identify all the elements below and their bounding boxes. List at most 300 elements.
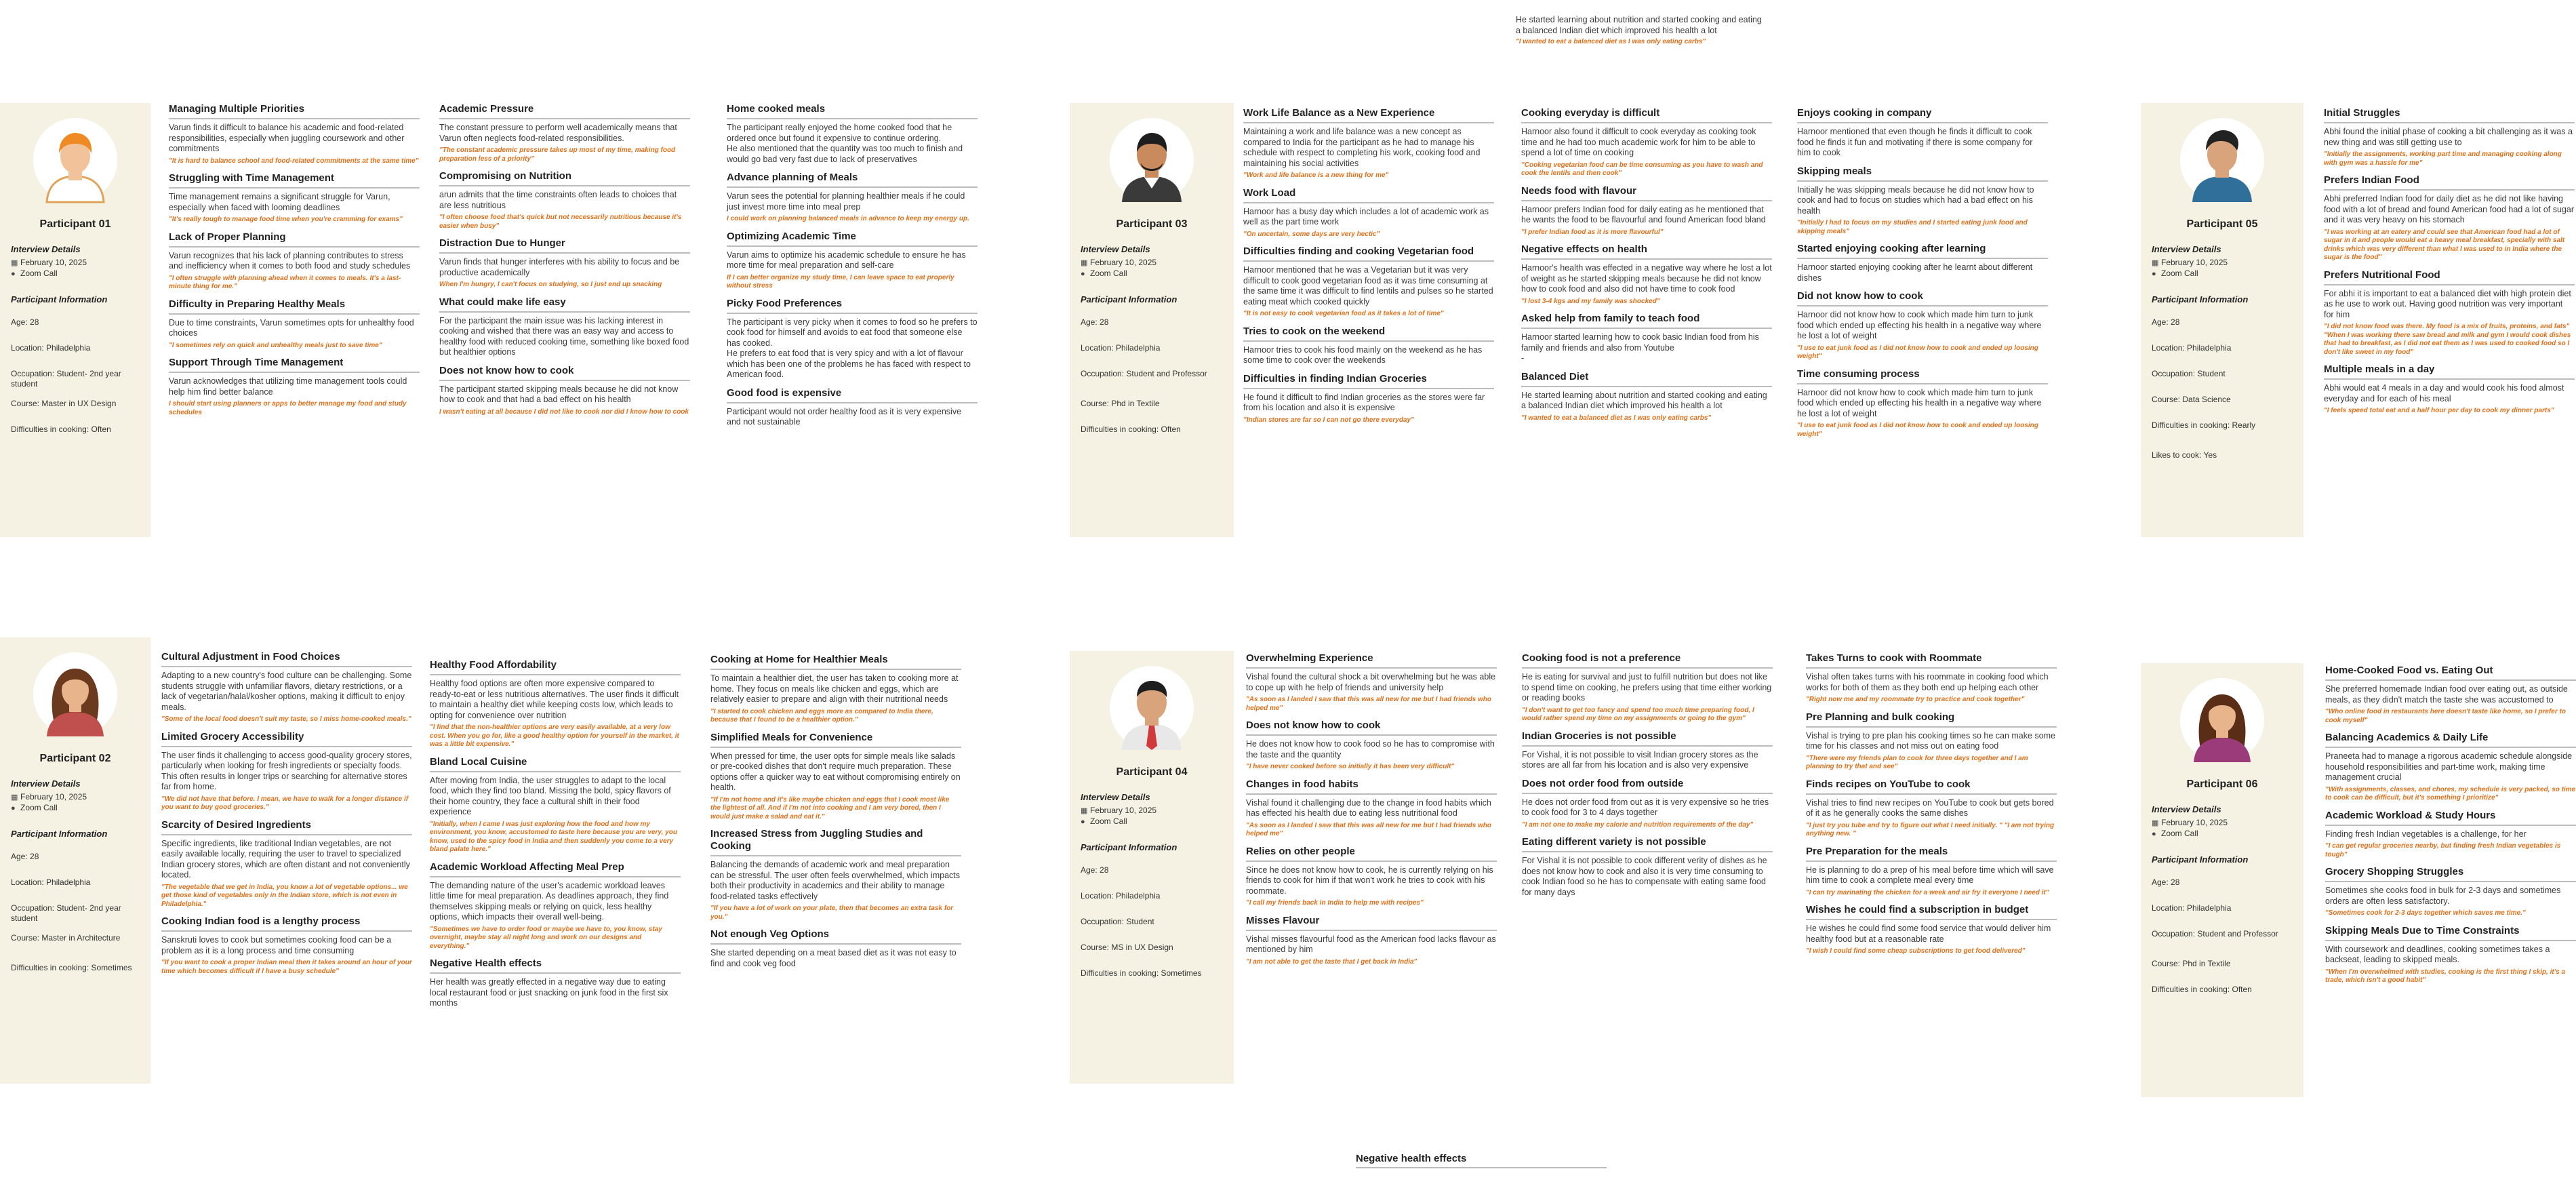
finding-card[interactable] [2324,107,2575,167]
finding-title: Limited Grocery Accessibility [161,731,412,747]
interview-date-value: February 10, 2025 [20,258,87,267]
finding-title: Advance planning of Meals [727,172,978,188]
finding-quote: "Sometimes we have to order food or maybe we have to, you know, stay overnight, maybe stay all night long and work on our designs and everything." [430,925,662,950]
finding-body: Vishal tries to find new recipes on YouTube to cook but gets bored of it as he generally cooks the same dishes [1806,797,2054,818]
finding-body: Varun recognizes that his lack of planning contributes to stress and inefficiency when it comes to both food and study schedules [169,250,411,271]
interview-mode-value: Zoom Call [2161,269,2198,278]
finding-card[interactable] [169,103,420,165]
finding-title: Grocery Shopping Struggles [2325,866,2576,882]
finding-quote: "I just try you tube and try to figure out what I need initially. " "I am not trying anything new. " [1806,821,2055,837]
finding-quote: "I find that the non-healthier options are very easily available, at a very low cost. When you go for, like a good healthy option for yourself in the market, it was a little bit expensive." [430,724,679,748]
finding-title: Takes Turns to cook with Roommate [1806,652,2057,669]
finding-card[interactable] [1522,778,1773,830]
finding-card[interactable] [1522,652,1773,724]
finding-card[interactable] [727,231,978,291]
finding-quote: "When I'm overwhelmed with studies, cooking is the first thing I skip, it's a trade, which isn't a good habit" [2325,968,2565,984]
finding-title: Relies on other people [1246,846,1497,862]
stray-note-bottom[interactable] [1356,1153,1607,1168]
finding-body: Abhi found the initial phase of cooking a bit challenging as it was a new thing and was still getting use to [2324,127,2573,147]
finding-body: Harnoor has a busy day which includes a lot of academic work as well as the part time work [1243,206,1489,226]
interview-date-value: February 10, 2025 [1090,258,1157,267]
finding-body: He is eating for survival and just to fulfill nutrition but does not like to spend time on cooking, he prefers using that time either working or reading books [1522,672,1772,703]
participant-info-item: Location: Philadelphia [1081,891,1161,901]
finding-card[interactable] [1521,371,1772,423]
finding-body: Finding fresh Indian vegetables is a challenge, for her [2325,829,2527,839]
finding-card[interactable] [161,819,412,909]
finding-card[interactable] [727,103,978,165]
avatar [1110,118,1194,202]
finding-title: Enjoys cooking in company [1797,107,2048,123]
finding-card[interactable] [1243,107,1494,180]
finding-card[interactable] [727,172,978,224]
finding-body: Vishal misses flavourful food as the American food lacks flavour as mentioned by him [1246,934,1496,954]
participant-info-item: Difficulties in cooking: Often [2152,985,2252,994]
participant-name: Participant 01 [39,218,111,230]
avatar [33,652,117,736]
finding-title: Eating different variety is not possible [1522,836,1773,852]
finding-card[interactable] [1806,904,2057,956]
calendar-icon: ▦ [2152,259,2159,267]
finding-body: The user finds it challenging to access good-quality grocery stores, particularly when looking for fresh ingredients or specialty foods. This often results in longer trips or searching for alternative stores far from home. [161,750,412,791]
location-pin-icon: ● [11,804,16,812]
findings-column [1522,652,1773,905]
finding-quote: "It's really tough to manage food time when you're cramming for exams" [169,216,403,223]
findings-column [161,651,412,983]
participant-info-item: Age: 28 [2152,877,2180,887]
finding-card[interactable] [2325,866,2576,918]
finding-quote: "I lost 3-4 kgs and my family was shocked" [1521,297,1660,305]
finding-title: Simplified Meals for Convenience [710,732,961,748]
finding-quote: "Sometimes cook for 2-3 days together which saves me time." [2325,909,2526,917]
finding-body: For Vishal it is not possible to cook different verity of dishes as he does not know how to cook and also it is very time consuming to cook Indian food so he has to compensate with eating same food for many days [1522,856,1767,897]
finding-title: Picky Food Preferences [727,298,978,314]
finding-title: Needs food with flavour [1521,185,1772,201]
finding-quote: "I call my friends back in India to help me with recipes" [1246,899,1424,907]
finding-body: Due to time constraints, Varun sometimes opts for unhealthy food choices [169,317,414,338]
participant-name: Participant 06 [2186,778,2258,790]
finding-card[interactable] [1246,652,1497,713]
interview-mode [11,803,58,814]
finding-title: Increased Stress from Juggling Studies and Cooking [710,828,961,856]
finding-title: Finds recipes on YouTube to cook [1806,778,2057,795]
participant-information-label: Participant Information [11,294,108,304]
finding-title: Cooking at Home for Healthier Meals [710,654,961,670]
finding-body: Healthy food options are often more expensive compared to ready-to-eat or less nutritious alternatives. The user finds it difficult to maintain a healthy diet while keeping costs low, which leads to opting for convenience over nutrition [430,679,679,720]
finding-title: Prefers Indian Food [2324,174,2575,191]
finding-quote: "I can try marinating the chicken for a week and air fry it everyone I need it" [1806,888,2049,896]
finding-card[interactable] [439,296,690,358]
finding-quote: "I wish I could find some cheap subscriptions to get food delivered" [1806,947,2026,955]
findings-column [2325,665,2576,992]
finding-body: The demanding nature of the user's academic workload leaves little time for meal preparation. As deadlines approach, they find themselves skipping meals or relying on quick, less healthy options, which impacts their overall well-being. [430,880,669,922]
findings-column [1521,107,1772,429]
finding-quote: If I can better organize my study time, I can leave space to eat properly without stress [727,273,954,290]
finding-title: Home cooked meals [727,103,978,119]
participant-information-label: Participant Information [1081,842,1178,852]
finding-title: Changes in food habits [1246,778,1497,795]
finding-body: For abhi it is important to eat a balanced diet with high protein diet as he use to work out. Having good nutrition was very important for him [2324,288,2571,319]
finding-quote: "Work and life balance is a new thing for me" [1243,172,1389,179]
finding-title: Support Through Time Management [169,357,420,373]
finding-quote: "On uncertain, some days are very hectic" [1243,230,1380,238]
finding-title: Bland Local Cuisine [430,756,681,772]
finding-quote: I should start using planners or apps to better manage my food and study schedules [169,400,407,416]
finding-card[interactable] [1797,368,2048,439]
finding-card[interactable] [1522,730,1773,771]
finding-title: Cooking food is not a preference [1522,652,1773,669]
finding-card[interactable] [2324,174,2575,262]
participant-info-item: Location: Philadelphia [2152,903,2232,913]
finding-quote: "There were my friends plan to cook for three days together and I am planning to try that and see" [1806,754,2028,770]
finding-quote: "The vegetable that we get in India, you know a lot of vegetable options... we get those kind of vegetables only in the Indian store, which is not even in Philadelphia." [161,883,408,908]
finding-title: Cooking Indian food is a lengthy process [161,915,412,932]
interview-mode [2152,829,2198,839]
finding-body: arun admits that the time constraints often leads to choices that are less nutritious [439,190,677,210]
finding-body: Varun finds it difficult to balance his academic and food-related responsibilities, especially when juggling coursework and other commitments [169,123,405,153]
stray-note-top[interactable] [1516,15,1767,45]
avatar [1110,666,1194,750]
finding-body: He wishes he could find some food service that would deliver him healthy food but at a reasonable rate [1806,924,2051,944]
finding-card[interactable] [1521,243,1772,306]
interview-date [2152,258,2228,269]
finding-quote: "I can get regular groceries nearby, but finding fresh Indian vegetables is tough" [2325,842,2561,858]
interview-date [11,792,87,803]
finding-quote: "I use to eat junk food as I did not know how to cook and ended up loosing weight" [1797,344,2038,360]
finding-card[interactable] [161,915,412,976]
finding-body: The participant is very picky when it comes to food so he prefers to cook food for himself and avoids to eat food that someone else has cooked. He prefers to eat food that is very spicy and with a lot of flavour which has been one of the problems he has faced with respect to American food. [727,317,978,379]
finding-body: When pressed for time, the user opts for simple meals like salads or pre-cooked dishes that don't require much preparation. These options offer a quicker way to eat without compromising entirely on health. [710,751,961,792]
calendar-icon: ▦ [1081,807,1088,815]
stray-quote: "I wanted to eat a balanced diet as I was only eating carbs" [1516,38,1706,45]
finding-quote: "I use to eat junk food as I did not know how to cook and ended up loosing weight" [1797,422,2038,438]
finding-title: Home-Cooked Food vs. Eating Out [2325,665,2576,681]
finding-body: The participant started skipping meals because he did not know how to cook and that had a bad effect on his health [439,384,679,404]
finding-title: Misses Flavour [1246,915,1497,931]
finding-body: Praneeta had to manage a rigorous academic schedule alongside household responsibilities and part-time work, making time management crucial [2325,751,2573,782]
finding-body: Vishal found it challenging due to the change in food habits which has effected his health due to eating less nutritional food [1246,797,1491,818]
location-pin-icon: ● [2152,270,2156,278]
finding-title: Did not know how to cook [1797,290,2048,307]
finding-title: Lack of Proper Planning [169,231,420,248]
finding-card[interactable] [1521,313,1772,364]
finding-quote: "If I'm not home and it's like maybe chicken and eggs that I cook most like the lightest of all. And if I'm not into cooking and I am very bored, then I would just make a salad and eat it." [710,795,950,821]
finding-card[interactable] [2325,810,2576,860]
finding-card[interactable] [1806,778,2057,839]
finding-quote: "I feels speed total eat and a half hour per day to cook my dinner parts" [2324,407,2554,414]
participant-info-item: Course: Master in UX Design [11,399,117,408]
finding-card[interactable] [1243,325,1494,366]
participant-info-item: Occupation: Student [1081,917,1154,926]
participant-info-item: Course: Data Science [2152,395,2231,404]
interview-details-label: Interview Details [11,244,81,254]
interview-details-label: Interview Details [1081,792,1150,802]
finding-body: Varun sees the potential for planning healthier meals if he could just invest more time into meal prep [727,191,965,212]
finding-quote: "We did not have that before. I mean, we have to walk for a longer distance if you want to buy good groceries." [161,795,409,811]
finding-quote: "Initially the assignments, working part time and managing cooking along with gym was a hassle for me" [2324,151,2562,167]
finding-card[interactable] [1243,187,1494,239]
participant-info-item: Difficulties in cooking: Often [1081,424,1181,434]
location-pin-icon: ● [1081,270,1085,278]
finding-card[interactable] [169,231,420,292]
finding-title: Negative Health effects [430,957,681,974]
finding-title: Managing Multiple Priorities [169,103,420,119]
finding-card[interactable] [169,172,420,224]
location-pin-icon: ● [1081,818,1085,826]
finding-card[interactable] [1243,373,1494,425]
participant-card[interactable] [2141,663,2303,1097]
finding-card[interactable] [439,170,690,231]
finding-body: He is planning to do a prep of his meal before time which will save him time to cook a complete meal every time [1806,865,2054,885]
finding-card[interactable] [1521,185,1772,237]
finding-title: Pre Preparation for the meals [1806,846,2057,862]
finding-card[interactable] [710,732,961,822]
finding-body: To maintain a healthier diet, the user has taken to cooking more at home. They focus on meals like chicken and eggs, which are relatively easier to prepare and align with their nutritional needs [710,673,959,704]
finding-card[interactable] [161,651,412,724]
finding-card[interactable] [1797,243,2048,283]
interview-mode [11,269,58,279]
finding-card[interactable] [2325,665,2576,725]
avatar [2180,118,2264,202]
interview-mode-value: Zoom Call [1090,269,1127,278]
finding-title: Skipping meals [1797,165,2048,182]
finding-body: Participant would not order healthy food as it is very expensive and not sustainable [727,406,962,427]
finding-card[interactable] [430,659,681,749]
finding-card[interactable] [439,365,690,417]
finding-body: Harnoor also found it difficult to cook everyday as cooking took time and he had too much academic work for him to be able to spend a lot of time on cooking [1521,127,1756,157]
finding-card[interactable] [2325,732,2576,803]
finding-quote: I could work on planning balanced meals in advance to keep my energy up. [727,215,969,222]
calendar-icon: ▦ [2152,819,2159,827]
finding-body: She preferred homemade Indian food over eating out, as outside meals, as they didn't match the taste she was accustomed to [2325,684,2568,705]
findings-column [169,103,420,424]
finding-body: Her health was greatly effected in a negative way due to eating local restaurant food or just snacking on junk food in the first six months [430,977,668,1008]
finding-card[interactable] [2325,925,2576,985]
finding-card[interactable] [169,357,420,417]
finding-title: Cultural Adjustment in Food Choices [161,651,412,667]
stray-title: Negative health effects [1356,1153,1607,1168]
finding-card[interactable] [430,756,681,854]
findings-column [1243,107,1494,431]
participant-information-label: Participant Information [11,829,108,839]
finding-body: She started depending on a meat based diet as it was not easy to find and cook veg food [710,948,957,968]
interview-mode-value: Zoom Call [2161,829,2198,838]
participant-card[interactable] [1070,103,1234,537]
finding-title: Work Load [1243,187,1494,203]
finding-card[interactable] [710,654,961,725]
finding-body: Harnoor did not know how to cook which made him turn to junk food which ended up effecting his health in a negative way where he lost a lot of weight [1797,310,2042,340]
finding-body: With coursework and deadlines, cooking sometimes takes a backseat, leading to skipped meals. [2325,944,2550,964]
finding-title: Does not know how to cook [439,365,690,381]
participant-info-item: Age: 28 [2152,317,2180,327]
finding-card[interactable] [1521,107,1772,178]
finding-body: Harnoor's health was effected in a negative way where he lost a lot of weight as he started skipping meals because he did not know how to cook food and also did not have time to cook food [1521,263,1772,294]
finding-card[interactable] [1806,652,2057,705]
finding-body: Specific ingredients, like traditional Indian vegetables, are not easily available locally, requiring the user to travel to specialized Indian grocery stores, which are often distant and not conveniently located. [161,838,410,879]
finding-body: The participant really enjoyed the home cooked food that he ordered once but found it expensive to continue ordering. He also mentioned that the quantity was too much to finish and would go bad very fast due to lack of preservatives [727,123,963,164]
finding-card[interactable] [1246,719,1497,772]
findings-column [2324,107,2575,422]
interview-details-label: Interview Details [11,778,81,789]
participant-info-item: Location: Philadelphia [11,343,91,353]
interview-date-value: February 10, 2025 [2161,818,2228,827]
finding-title: Struggling with Time Management [169,172,420,189]
finding-card[interactable] [1246,778,1497,839]
participant-info-item: Occupation: Student and Professor [1081,369,1207,378]
finding-card[interactable] [710,828,961,922]
finding-quote: "I prefer Indian food as it is more flavourful" [1521,228,1664,236]
participant-card[interactable] [2141,103,2303,537]
finding-title: Difficulties in finding Indian Groceries [1243,373,1494,389]
finding-quote: "I did not know food was there. My food is a mix of fruits, proteins, and fats" "When I was working there saw bread and milk and gym I would cook dishes that had to breakfast, as I did not eat them as I was used to cooked food so I don't like sweet in my food" [2324,323,2571,356]
finding-title: Optimizing Academic Time [727,231,978,247]
finding-quote: "It is not easy to cook vegetarian food as it takes a lot of time" [1243,310,1444,317]
finding-body: The constant pressure to perform well academically means that Varun often neglects food-related responsibilities. [439,123,677,143]
finding-card[interactable] [169,298,420,351]
interview-date-value: February 10, 2025 [2161,258,2228,267]
finding-quote: "I often struggle with planning ahead when it comes to meals. It's a last-minute thing for me." [169,274,401,290]
finding-card[interactable] [161,731,412,812]
finding-title: Does not order food from outside [1522,778,1773,794]
interview-mode [2152,269,2198,279]
finding-title: Multiple meals in a day [2324,363,2575,380]
participant-info-item: Age: 28 [1081,317,1109,327]
finding-quote: I wasn't eating at all because I did not like to cook nor did I know how to cook [439,408,689,416]
interview-date [11,258,87,269]
participant-info-item: Location: Philadelphia [1081,343,1161,353]
participant-info-item: Course: MS in UX Design [1081,943,1173,952]
interview-date [2152,818,2228,829]
finding-quote: "Some of the local food doesn't suit my taste, so I miss home-cooked meals." [161,715,411,723]
finding-title: Scarcity of Desired Ingredients [161,819,412,835]
participant-info-item: Difficulties in cooking: Sometimes [11,963,132,972]
finding-title: Prefers Nutritional Food [2324,269,2575,285]
findings-column [439,103,690,423]
finding-quote: "Who online food in restaurants here doesn't taste like home, so I prefer to cook myself" [2325,708,2566,724]
participant-info-item: Age: 28 [1081,865,1109,875]
finding-title: Pre Planning and bulk cooking [1806,711,2057,728]
finding-card[interactable] [1522,836,1773,898]
finding-card[interactable] [727,298,978,380]
finding-card[interactable] [430,861,681,951]
finding-body: Varun acknowledges that utilizing time management tools could help him find better balance [169,376,407,397]
finding-card[interactable] [1806,711,2057,772]
finding-quote: "If you have a lot of work on your plate, then that becomes an extra task for you." [710,905,954,921]
finding-card[interactable] [2324,269,2575,357]
findings-column [710,654,961,976]
interview-mode [1081,269,1127,279]
interview-mode-value: Zoom Call [20,803,58,812]
participant-info-item: Occupation: Student- 2nd year student [11,369,121,389]
finding-title: Work Life Balance as a New Experience [1243,107,1494,123]
finding-quote: "I was working at an eatery and could see that American food had a lot of sugar in it and people would eat a heavy meal breakfast, specially with salt drinks which was very different than what I was used to in India where the sugar is the food" [2324,228,2565,261]
findings-column [1806,652,2057,963]
finding-quote: "Cooking vegetarian food can be time consuming as you have to wash and cook the lentils and then cook" [1521,161,1763,177]
finding-body: He does not know how to cook food so he has to compromise with the taste and the quantity [1246,739,1495,759]
calendar-icon: ▦ [11,793,18,802]
finding-title: Started enjoying cooking after learning [1797,243,2048,259]
finding-quote: "With assignments, classes, and chores, my schedule is very packed, so time to cook can be difficult, but it's something I prioritize" [2325,785,2576,802]
finding-quote: "If you want to cook a proper Indian meal then it takes around an hour of your time which becomes difficult if I have a busy schedule" [161,959,412,975]
participant-info-item: Occupation: Student- 2nd year student [11,903,121,923]
findings-column [430,659,681,1016]
finding-title: Indian Groceries is not possible [1522,730,1773,747]
finding-title: Asked help from family to teach food [1521,313,1772,329]
finding-title: Difficulties finding and cooking Vegetarian food [1243,245,1494,262]
finding-card[interactable] [1806,846,2057,898]
finding-card[interactable] [710,928,961,969]
finding-quote: "I wanted to eat a balanced diet as I was only eating carbs" [1521,414,1712,422]
finding-title: Negative effects on health [1521,243,1772,260]
participant-info-item: Age: 28 [11,317,39,327]
finding-card[interactable] [2324,363,2575,416]
findings-column [727,103,978,435]
finding-body: He does not order food from out as it is very expensive so he tries to cook food for 3 to 4 days together [1522,797,1769,817]
participant-info-item: Location: Philadelphia [11,877,91,887]
finding-title: Academic Workload & Study Hours [2325,810,2576,826]
participant-info-item: Location: Philadelphia [2152,343,2232,353]
finding-card[interactable] [1246,846,1497,908]
participant-info-item: Likes to cook: Yes [2152,450,2217,460]
calendar-icon: ▦ [11,259,18,267]
finding-quote: "I sometimes rely on quick and unhealthy meals just to save time" [169,341,382,349]
finding-quote: When I'm hungry, I can't focus on studying, so I just end up snacking [439,281,662,288]
location-pin-icon: ● [2152,830,2156,838]
participant-info-item: Age: 28 [11,852,39,861]
finding-body: Varun finds that hunger interferes with his ability to focus and be productive academically [439,257,680,277]
participant-info-item: Difficulties in cooking: Sometimes [1081,968,1202,978]
finding-quote: "I have never cooked before so initially it has been very difficult" [1246,763,1455,770]
finding-body: Harnoor did not know how to cook which made him turn to junk food which ended up effecting his health in a negative way where he lost a lot of weight [1797,387,2042,418]
finding-quote: "I am not able to get the taste that I get back in India" [1246,957,1417,966]
calendar-icon: ▦ [1081,259,1088,267]
finding-card[interactable] [1797,107,2048,159]
finding-body: Harnoor tries to cook his food mainly on the weekend as he has some time to cook over the weekends [1243,344,1483,365]
finding-quote: "Initially, when I came I was just exploring how the food and how my environment, you know, accustomed to taste here because you are very, you know, used to the spicy food in India and then suddenly you come to a very bland palate here." [430,820,677,853]
participant-information-label: Participant Information [2152,294,2249,304]
finding-body: Harnoor mentioned that even though he finds it difficult to cook food he finds it fun and motivating if there is some company for him to cook [1797,127,2033,157]
participant-info-item: Difficulties in cooking: Rearly [2152,420,2256,430]
finding-body: He found it difficult to find Indian groceries as the stores were far from his location and also it is expensive [1243,392,1485,412]
avatar [33,118,117,202]
finding-card[interactable] [1246,915,1497,967]
participant-card[interactable] [1070,651,1234,1084]
finding-quote: "It is hard to balance school and food-related commitments at the same time" [169,157,419,165]
finding-card[interactable] [430,957,681,1009]
interview-date-value: February 10, 2025 [20,792,87,802]
finding-card[interactable] [1243,245,1494,319]
finding-title: Good food is expensive [727,387,978,403]
finding-body: Harnoor mentioned that he was a Vegetarian but it was very difficult to cook good vegetarian food as it was time consuming at the same time it was difficult to find lentils and pulses so he started eating meat which cooked quickly [1243,265,1493,307]
participant-info-item: Occupation: Student and Professor [2152,929,2278,938]
finding-quote: "I am not one to make my calorie and nutrition requirements of the day" [1522,821,1754,829]
finding-body: Sanskruti loves to cook but sometimes cooking food can be a problem as it is a long process and time consuming [161,935,392,955]
finding-card[interactable] [1797,165,2048,237]
finding-title: Tries to cook on the weekend [1243,325,1494,342]
finding-title: Not enough Veg Options [710,928,961,945]
participant-information-label: Participant Information [1081,294,1178,304]
participant-card[interactable] [0,637,150,1084]
finding-title: Time consuming process [1797,368,2048,384]
finding-card[interactable] [439,237,690,290]
finding-title: Difficulty in Preparing Healthy Meals [169,298,420,315]
finding-title: What could make life easy [439,296,690,313]
finding-body: Maintaining a work and life balance was a new concept as compared to India for the participant as he had to manage his schedule with respect to completing his work, cooking food and maintaining his social activities [1243,127,1481,168]
finding-card[interactable] [1797,290,2048,361]
finding-card[interactable] [439,103,690,163]
participant-card[interactable] [0,103,150,537]
finding-card[interactable] [727,387,978,428]
finding-quote: "As soon as I landed I saw that this was all new for me but I had friends who helped me" [1246,696,1492,712]
